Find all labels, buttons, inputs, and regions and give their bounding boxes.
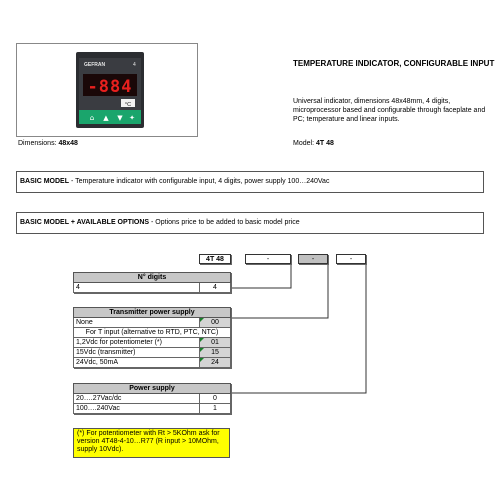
up-key-icon: ▲ (103, 114, 109, 122)
product-title: TEMPERATURE INDICATOR, CONFIGURABLE INPUT (293, 59, 495, 68)
power-option-code: 0 (200, 394, 231, 404)
code-slot-digits[interactable]: - (245, 254, 291, 264)
power-table-header (74, 384, 231, 394)
transmitter-option-desc: None (74, 318, 200, 328)
transmitter-option-desc: 1,2Vdc for potentiometer (*) (74, 338, 200, 348)
table-row[interactable] (74, 394, 231, 404)
model-label: Model: (293, 140, 315, 147)
options-model-label: BASIC MODEL + AVAILABLE OPTIONS (20, 219, 150, 226)
product-description: Universal indicator, dimensions 48x48mm, 4 digits, microprocessor based and configurable through faceplate and PC; temperature and linear inputs. (293, 98, 486, 123)
transmitter-subheading: For T input (alternative to RTD, PTC, NTC) (74, 328, 231, 338)
digits-table-title: N° digits (74, 273, 231, 283)
power-option-desc: 100….240Vac (74, 404, 200, 414)
table-row[interactable] (74, 338, 231, 348)
table-row[interactable] (74, 358, 231, 368)
basic-model-label: BASIC MODEL (20, 178, 69, 185)
transmitter-table-header (74, 308, 231, 318)
model-value: 4T 48 (315, 140, 334, 147)
table-row[interactable] (74, 283, 231, 293)
code-slot-transmitter[interactable]: - (298, 254, 328, 264)
transmitter-table (73, 307, 231, 368)
basic-model-text: - Temperature indicator with configurable input, 4 digits, power supply 100…240Vac (69, 178, 330, 185)
device-brand-text: GEFRAN (84, 62, 106, 68)
connector-power (231, 265, 366, 393)
power-option-code: 1 (200, 404, 231, 414)
device-display-digits: -884 (87, 77, 133, 97)
table-row[interactable] (74, 318, 231, 328)
transmitter-option-desc: 24Vdc, 50mA (74, 358, 200, 368)
transmitter-option-desc: 15Vdc (transmitter) (74, 348, 200, 358)
transmitter-table-title: Transmitter power supply (74, 308, 231, 318)
home-key-icon: ⌂ (89, 114, 95, 122)
digits-option-code: 4 (200, 283, 231, 293)
power-option-desc: 20….27Vac/dc (74, 394, 200, 404)
cell-marker-icon (200, 338, 204, 342)
transmitter-option-code: 15 (200, 348, 231, 358)
code-base: 4T 48 (199, 254, 231, 264)
connector-transmitter (231, 265, 328, 318)
cell-marker-icon (200, 348, 204, 352)
transmitter-option-code: 00 (200, 318, 231, 328)
potentiometer-note: (*) For potentiometer with Rt > 5KOhm ask for version 4T48-4-10…R77 (R input > 10MOhm, supply 10Vdc). (73, 428, 230, 458)
dimensions-label: Dimensions: (18, 140, 57, 147)
down-key-icon: ▼ (117, 114, 123, 122)
power-table (73, 383, 231, 414)
digits-table-header (74, 273, 231, 283)
table-row[interactable] (74, 404, 231, 414)
options-model-text: - Options price to be added to basic model price (149, 219, 300, 226)
code-slot-power[interactable]: - (336, 254, 366, 264)
digits-table (73, 272, 231, 293)
function-key-icon: ✦ (129, 114, 135, 122)
cell-marker-icon (200, 358, 204, 362)
cell-marker-icon (200, 318, 204, 322)
dimensions-value: 48x48 (58, 140, 78, 147)
device-unit-text: °C (124, 102, 132, 108)
digits-option-desc: 4 (74, 283, 200, 293)
device-model-digit: 4 (133, 62, 136, 68)
power-table-title: Power supply (74, 384, 231, 394)
transmitter-option-code: 01 (200, 338, 231, 348)
table-row (74, 328, 231, 338)
transmitter-option-code: 24 (200, 358, 231, 368)
connector-digits (231, 265, 291, 288)
table-row[interactable] (74, 348, 231, 358)
